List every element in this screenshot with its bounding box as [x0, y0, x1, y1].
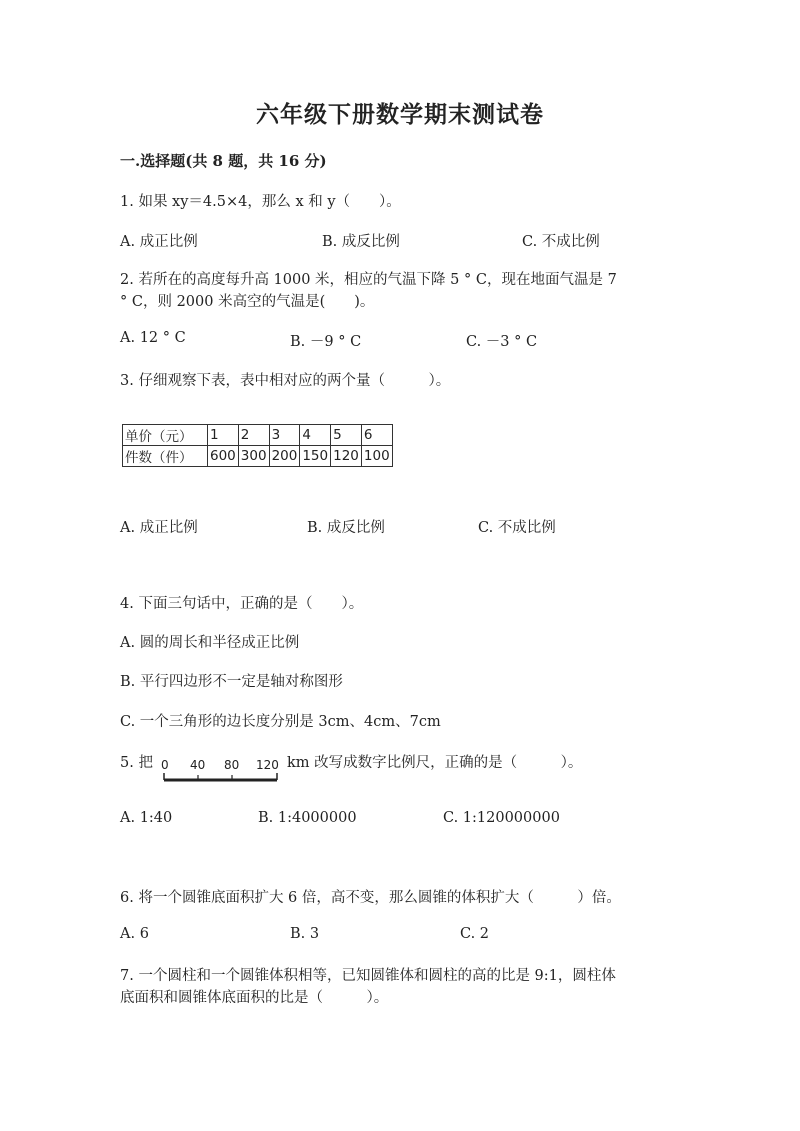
table-cell: 120 [331, 446, 362, 467]
question-5-prefix: 5. 把 [120, 755, 153, 771]
q3-option-a: A. 成正比例 [120, 520, 198, 536]
q3-option-b: B. 成反比例 [307, 520, 385, 536]
table-cell: 100 [361, 446, 392, 467]
question-7-line-2: 底面积和圆锥体底面积的比是（ ）。 [120, 990, 389, 1006]
page-title: 六年级下册数学期末测试卷 [256, 101, 544, 128]
scale-tick-label: 120 [256, 758, 279, 772]
table-cell: 150 [300, 446, 331, 467]
table-cell: 300 [238, 446, 269, 467]
q6-option-a: A. 6 [120, 926, 149, 942]
q3-option-c: C. 不成比例 [478, 520, 556, 536]
question-2-line-2: ° C，则 2000 米高空的气温是( )。 [120, 294, 375, 310]
scale-bar [158, 752, 283, 792]
question-5-suffix: km 改写成数字比例尺，正确的是（ ）。 [287, 755, 583, 771]
scale-tick-label: 80 [224, 758, 240, 772]
table-cell: 6 [361, 425, 392, 446]
q1-option-a: A. 成正比例 [120, 234, 198, 250]
q2-option-a: A. 12 ° C [120, 330, 186, 346]
scale-tick-label: 0 [161, 758, 169, 772]
table-cell: 600 [208, 446, 239, 467]
table-cell: 200 [269, 446, 300, 467]
scale-tick-label: 40 [190, 758, 206, 772]
question-1: 1. 如果 xy＝4.5×4，那么 x 和 y（ ）。 [120, 194, 401, 210]
q6-option-b: B. 3 [290, 926, 320, 942]
q4-option-c: C. 一个三角形的边长度分别是 3cm、4cm、7cm [120, 714, 441, 730]
q2-option-b: B. －9 ° C [290, 334, 362, 350]
section-header: 一.选择题(共 8 题，共 16 分) [120, 152, 327, 170]
table-row [123, 425, 393, 446]
price-quantity-table [122, 424, 393, 467]
q6-option-c: C. 2 [460, 926, 490, 942]
question-3: 3. 仔细观察下表，表中相对应的两个量（ ）。 [120, 373, 451, 389]
table-cell: 5 [331, 425, 362, 446]
q4-option-b: B. 平行四边形不一定是轴对称图形 [120, 674, 343, 690]
q2-option-c: C. －3 ° C [466, 334, 538, 350]
question-4: 4. 下面三句话中，正确的是（ ）。 [120, 596, 364, 612]
q1-option-c: C. 不成比例 [522, 234, 600, 250]
table-cell: 件数（件） [123, 446, 208, 467]
q5-option-a: A. 1:40 [120, 810, 173, 826]
question-6: 6. 将一个圆锥底面积扩大 6 倍，高不变，那么圆锥的体积扩大（ ）倍。 [120, 890, 621, 906]
q5-option-b: B. 1:4000000 [258, 810, 357, 826]
table-cell: 3 [269, 425, 300, 446]
question-7-line-1: 7. 一个圆柱和一个圆锥体积相等，已知圆锥体和圆柱的高的比是 9:1，圆柱体 [120, 968, 616, 984]
question-2-line-1: 2. 若所在的高度每升高 1000 米，相应的气温下降 5 ° C，现在地面气温是 7 [120, 272, 617, 288]
table-row [123, 446, 393, 467]
q1-option-b: B. 成反比例 [322, 234, 400, 250]
table-cell: 单价（元） [123, 425, 208, 446]
q5-option-c: C. 1:120000000 [443, 810, 560, 826]
table-cell: 4 [300, 425, 331, 446]
q4-option-a: A. 圆的周长和半径成正比例 [120, 635, 300, 651]
table-cell: 2 [238, 425, 269, 446]
table-cell: 1 [208, 425, 239, 446]
